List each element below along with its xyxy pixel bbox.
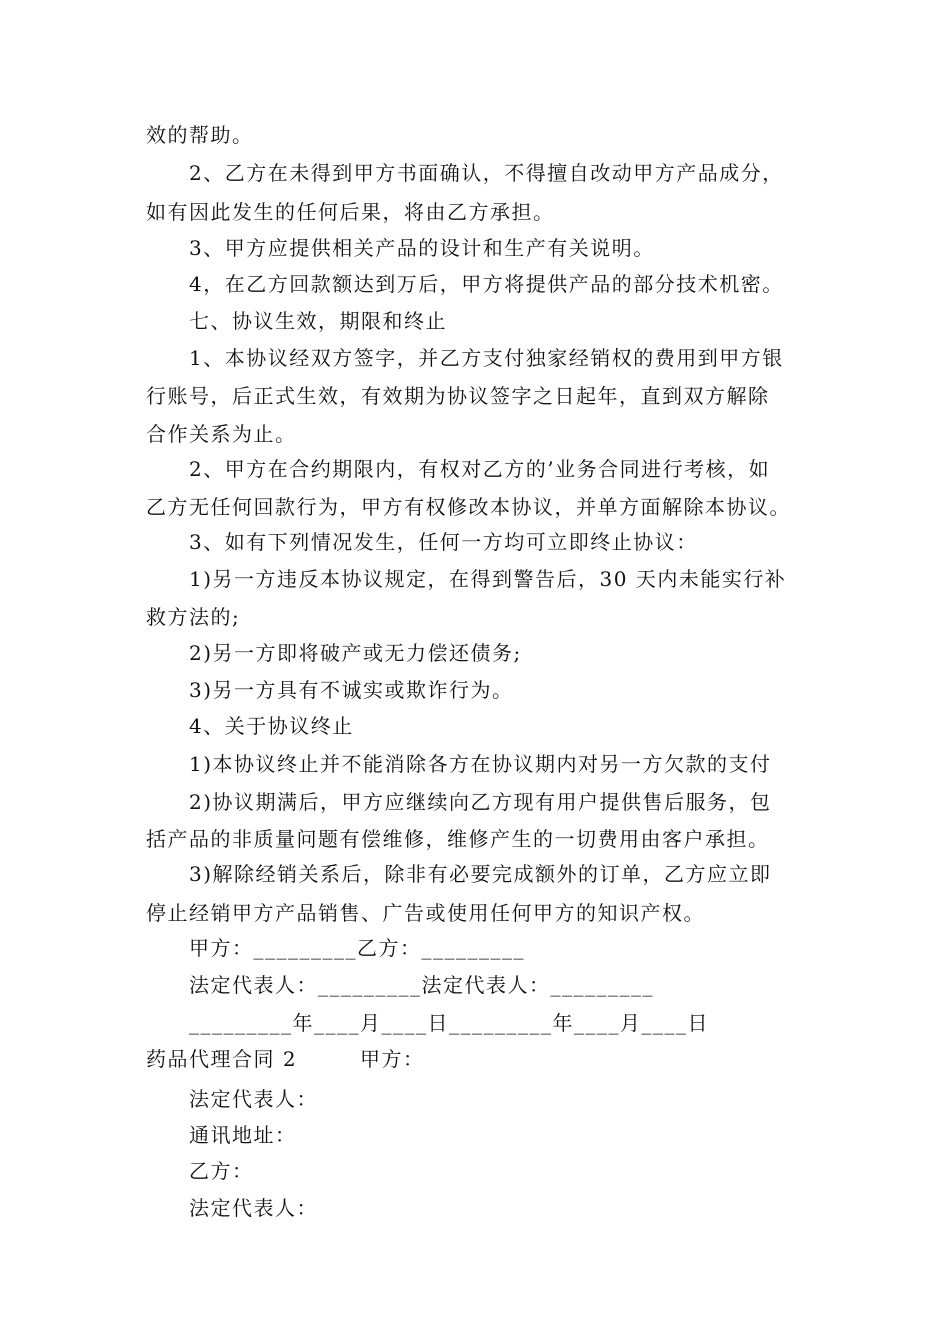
- paragraph-line: 2、甲方在合约期限内，有权对乙方的’业务合同进行考核，如: [189, 457, 771, 481]
- paragraph-line: 2、乙方在未得到甲方书面确认，不得擅自改动甲方产品成分，: [189, 161, 784, 185]
- paragraph-line: 合作关系为止。: [146, 422, 297, 446]
- list-item: 1)另一方违反本协议规定，在得到警告后，30 天内未能实行补: [189, 567, 787, 591]
- signature-line: 甲方：_________乙方：_________: [189, 936, 525, 960]
- list-item: 2)协议期满后，甲方应继续向乙方现有用户提供售后服务，包: [189, 790, 772, 814]
- paragraph-line: 行账号，后正式生效，有效期为协议签字之日起年，直到双方解除: [146, 384, 770, 408]
- list-item: 2)另一方即将破产或无力偿还债务;: [189, 641, 522, 665]
- paragraph-line: 停止经销甲方产品销售、广告或使用任何甲方的知识产权。: [146, 901, 705, 925]
- list-item: 1)本协议终止并不能消除各方在协议期内对另一方欠款的支付: [189, 752, 772, 776]
- field-label: 法定代表人：: [189, 1196, 318, 1220]
- field-label: 通讯地址：: [189, 1123, 297, 1147]
- list-item: 3)解除经销关系后，除非有必要完成额外的订单，乙方应立即: [189, 862, 772, 886]
- paragraph-line: 乙方无任何回款行为，甲方有权修改本协议，并单方面解除本协议。: [146, 495, 791, 519]
- paragraph-line: 4、关于协议终止: [189, 714, 354, 738]
- list-item: 3)另一方具有不诚实或欺诈行为。: [189, 678, 514, 702]
- paragraph-line: 如有因此发生的任何后果，将由乙方承担。: [146, 200, 555, 224]
- paragraph-line: 1、本协议经双方签字，并乙方支付独家经销权的费用到甲方银: [189, 346, 784, 370]
- paragraph-line: 救方法的;: [146, 605, 241, 629]
- paragraph-line: 括产品的非质量问题有偿维修，维修产生的一切费用由客户承担。: [146, 827, 770, 851]
- field-label: 乙方：: [189, 1159, 254, 1183]
- field-label: 法定代表人：: [189, 1087, 318, 1111]
- signature-line: 法定代表人：_________法定代表人：_________: [189, 973, 654, 997]
- section-heading: 七、协议生效，期限和终止: [189, 309, 447, 333]
- paragraph-line: 3、甲方应提供相关产品的设计和生产有关说明。: [189, 236, 655, 260]
- paragraph-line: 3、如有下列情况发生，任何一方均可立即终止协议：: [189, 530, 698, 554]
- date-line: _________年____月____日_________年____月____日: [189, 1011, 709, 1035]
- contract-title: 药品代理合同 2 甲方：: [146, 1047, 425, 1071]
- paragraph-line: 效的帮助。: [146, 123, 254, 147]
- paragraph-line: 4，在乙方回款额达到万后，甲方将提供产品的部分技术机密。: [189, 272, 784, 296]
